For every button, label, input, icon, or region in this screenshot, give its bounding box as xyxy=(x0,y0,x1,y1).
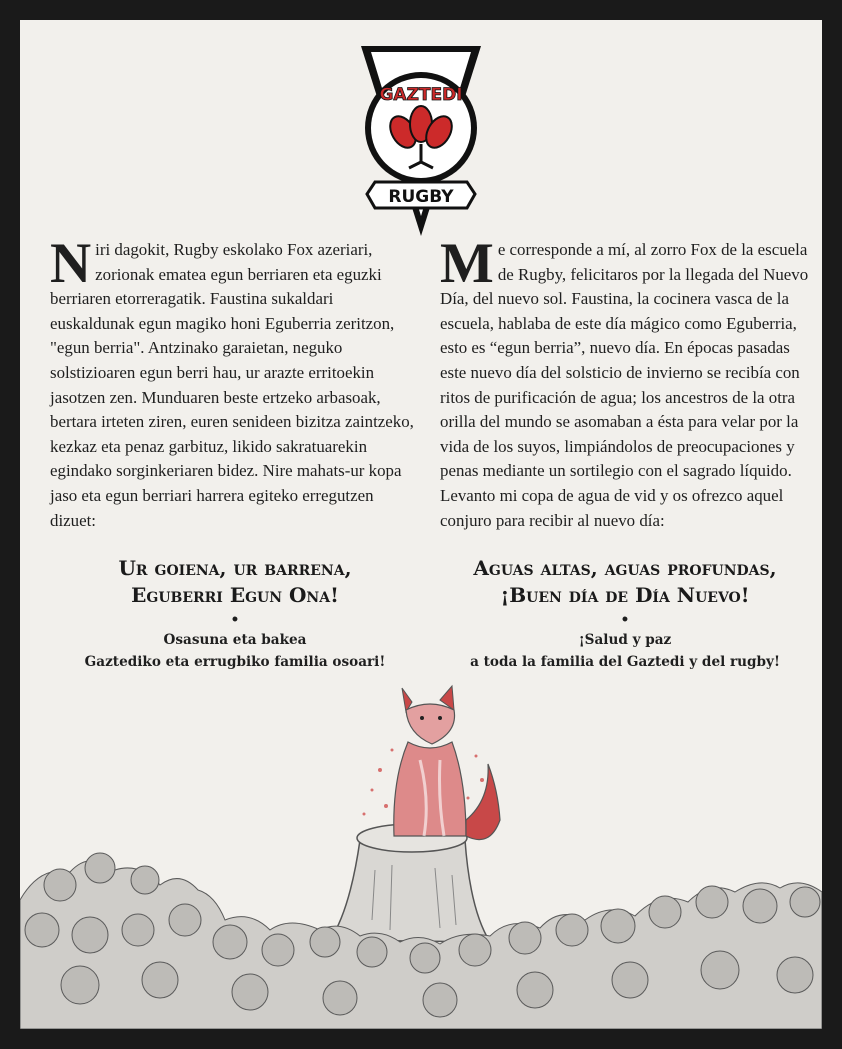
basque-paragraph-text: iri dagokit, Rugby eskolako Fox azeriari, zorionak ematea egun berriaren eta eguzki berriaren etorreragatik. Faustina sukaldari euskaldunak egun magiko honi Eguberria zeritzon, "egun berria". Antzinako garaietan, neguko solstizioaren egun berri hau, ur arazte erritoekin jasotzen zen. Munduaren beste ertzeko arbasoak, bertara irteten ziren, euren senideen bizitza zaintzeko, kezkaz eta penaz garbituz, likido sakratuarekin egindako sorginkeriaren bidez. Nire mahats-ur kopa jaso eta egun berriari harrera egiteko erregutzen dizuet: xyxy=(50,240,414,530)
basque-blessing xyxy=(50,629,420,673)
spanish-blessing xyxy=(440,629,810,673)
spanish-headline-line1: Aguas altas, aguas profundas, xyxy=(473,556,777,581)
basque-headline-line1: Ur goiena, ur barrena, xyxy=(118,556,352,581)
spanish-paragraph-text: e corresponde a mí, al zorro Fox de la escuela de Rugby, felicitaros por la llegada del Nuevo Día, del nuevo sol. Faustina, la cocinera vasca de la escuela, hablaba de este día mágico como Eguberria, esto es “egun berria”, nuevo día. En épocas pasadas este nuevo día del solsticio de invierno se recibía con ritos de purificación de agua; los ancestros de la otra orilla del mundo se asomaban a ésta para velar por la vida de los suyos, limpiándolos de preocupaciones y penas mediante un sortilegio con el sagrado líquido. Levanto mi copa de agua de vid y os ofrezco aquel conjuro para recibir al nuevo día: xyxy=(440,240,809,530)
logo-name-text: GAZTEDI xyxy=(379,85,463,105)
fox-figure xyxy=(363,686,501,840)
spanish-headline-line2: ¡Buen día de Día Nuevo! xyxy=(500,583,750,608)
basque-headline xyxy=(50,555,420,609)
spanish-column xyxy=(440,232,810,673)
spanish-headline xyxy=(440,555,810,609)
basque-dropcap: N xyxy=(50,232,92,295)
basque-headline-line2: Eguberri Egun Ona! xyxy=(131,583,339,608)
spanish-blessing-line1: ¡Salud y paz xyxy=(578,632,672,649)
fox-crowd-illustration xyxy=(20,680,822,1029)
gaztedi-rugby-logo xyxy=(353,40,489,240)
basque-separator: • xyxy=(230,612,240,629)
spanish-separator: • xyxy=(620,612,630,629)
basque-paragraph xyxy=(50,232,420,533)
tree-stump xyxy=(330,824,490,942)
basque-column xyxy=(50,232,420,673)
basque-blessing-line2: Gaztediko eta errugbiko familia osoari! xyxy=(84,654,386,671)
logo-sport-text: RUGBY xyxy=(388,187,454,207)
poster-frame xyxy=(20,20,822,1029)
basque-blessing-line1: Osasuna eta bakea xyxy=(163,632,307,649)
spanish-paragraph xyxy=(440,232,810,533)
spanish-dropcap: M xyxy=(440,232,494,295)
spanish-blessing-line2: a toda la familia del Gaztedi y del rugby! xyxy=(470,654,780,671)
